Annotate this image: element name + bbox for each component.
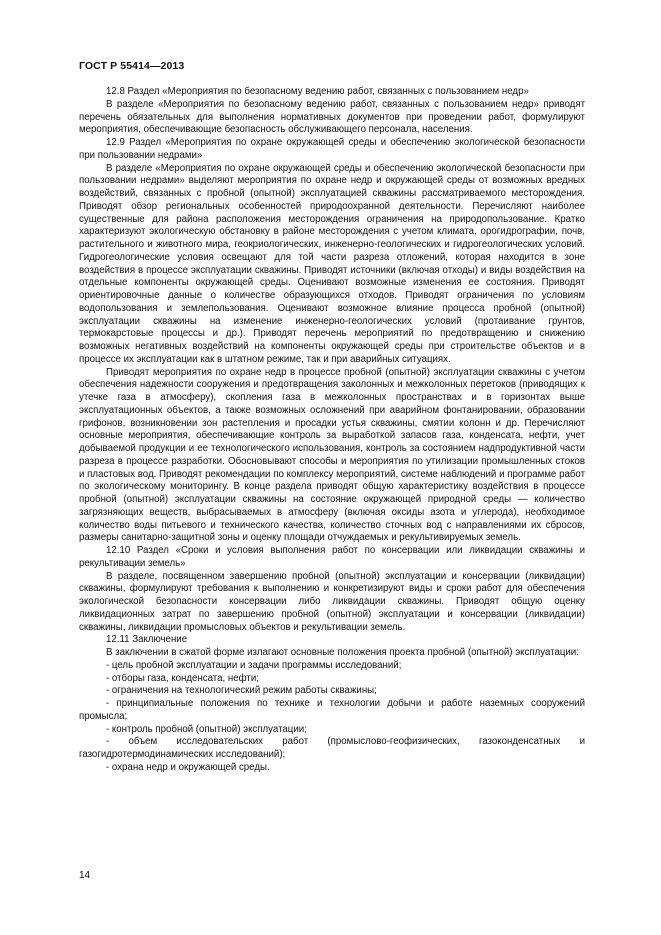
list-item: - отборы газа, конденсата, нефти;: [106, 672, 259, 684]
section-12-9-text: В разделе «Мероприятия по охране окружающей среды и обеспечению экологической безопасности при пользовании недрами» выделяют мероприятия по охране недр и окружающей среды от возможных вредных воздействий, связанных с пробной (опытной) эксплуатацией скважины рассматриваемого месторождения. Приводят обзор региональных особенностей природоохранной деятельности. Перечисляют наиболее существенные для района расположения месторождения ограничения на природопользование. Кратко характеризуют экологическую обстановку в районе месторождения с учетом климата, орогидрографии, почв, растительного и животного мира, геокриологических, инженерно-геологических и гидрогеологических условий. Гидрогеологические условия освещают для той части разреза отложений, которая находится в зоне воздействия в процессе эксплуатации скважины. Приводят источники (включая отходы) и виды воздействия на отдельные компоненты окружающей среды. Оценивают возможные изменения ее состояния. Приводят ориентировочные данные о количестве образующихся отходов. Приводят ограничения по условиям водопользования и землепользования. Оценивают возможное влияние процесса пробной (опытной) эксплуатации скважины на изменение инженерно-геологических условий (протаивание грунтов, термокарстовые процессы и др.). Приводят перечень мероприятий по предотвращению и снижению возможных негативных воздействий на компоненты окружающей среды при строительстве объектов и в процессе их эксплуатации как в штатном режиме, так и при аварийных ситуациях.: [79, 162, 585, 365]
section-12-10-heading: 12.10 Раздел «Сроки и условия выполнения работ по консервации или ликвидации скважины и рекультивации земель»: [79, 545, 585, 569]
list-item: - объем исследовательских работ (промыслово-геофизических, газоконденсатных и газогидротермодинамических исследований);: [79, 736, 585, 760]
section-12-8-heading: 12.8 Раздел «Мероприятия по безопасному ведению работ, связанных с пользованием недр»: [106, 86, 529, 97]
list-item: - принципиальные положения по технике и технологии добычи и работе наземных сооружений промысла;: [79, 698, 585, 722]
list-item: - контроль пробной (опытной) эксплуатации;: [106, 723, 307, 735]
document-header: ГОСТ Р 55414—2013: [79, 60, 185, 72]
list-item: - ограничения на технологический режим работы скважины;: [106, 685, 377, 697]
list-item: - охрана недр и окружающей среды.: [106, 761, 270, 773]
list-item: - цель пробной эксплуатации и задачи программы исследований;: [106, 659, 402, 671]
section-12-8-text: В разделе «Мероприятия по безопасному ведению работ, связанных с пользованием недр» приводят перечень обязательных для выполнения нормативных документов при проведении работ, формулируют мероприятия, обеспечивающие безопасность обслуживающего персонала, населения.: [79, 98, 585, 136]
document-body: [79, 86, 585, 775]
page-number: 14: [79, 870, 91, 881]
section-12-9-heading: 12.9 Раздел «Мероприятия по охране окружающей среды и обеспечению экологической безопасности при пользовании недрами»: [79, 137, 585, 161]
section-12-11-heading: 12.11 Заключение: [106, 634, 188, 646]
section-12-11-intro: В заключении в сжатой форме излагают основные положения проекта пробной (опытной) эксплуатации:: [106, 647, 579, 658]
section-12-9-text-continued: Приводят мероприятия по охране недр в процессе пробной (опытной) эксплуатации скважины с учетом обеспечения надежности сооружения и предотвращения заколонных и межколонных перетоков (приводящих к утечке газа в атмосферу), скопления газа в межколонных пространствах и в горизонтах выше эксплуатационных объектов, а также возможных осложнений при аварийном фонтанировании, образовании грифонов, возникновении зон растепления и просадки устья скважины, смятии колонн и др. Перечисляют основные мероприятия, обеспечивающие контроль за выработкой запасов газа, конденсата, нефти, учет добываемой продукции и ее технологического использования, контроль за состоянием надпродуктивной части разреза в процессе разработки. Обосновывают способы и мероприятия по утилизации промышленных стоков и пластовых вод. Приводят рекомендации по комплексу мероприятий, системе наблюдений и программе работ по экологическому мониторингу. В конце раздела приводят общую характеристику воздействия в процессе пробной (опытной) эксплуатации скважины на состояние окружающей природной среды — количество загрязняющих веществ, выбрасываемых в атмосферу (включая оксиды азота и углерода), необходимое количество воды питьевого и технического качества, количество сточных вод с направлениями их сбросов, размеры санитарно-защитной зоны и оценку площади отчуждаемых и рекультивируемых земель.: [79, 366, 585, 544]
section-12-10-text: В разделе, посвященном завершению пробной (опытной) эксплуатации и консервации (ликвидации) скважины, формулируют требования к выполнению и конкретизируют виды и сроки работ для обеспечения экологической безопасности консервации либо ликвидации скважины. Приводят общую оценку ликвидационных затрат по завершению пробной (опытной) эксплуатации и консервации (ликвидации) скважины, ликвидации промысловых объектов и рекультивации земель.: [79, 570, 585, 633]
